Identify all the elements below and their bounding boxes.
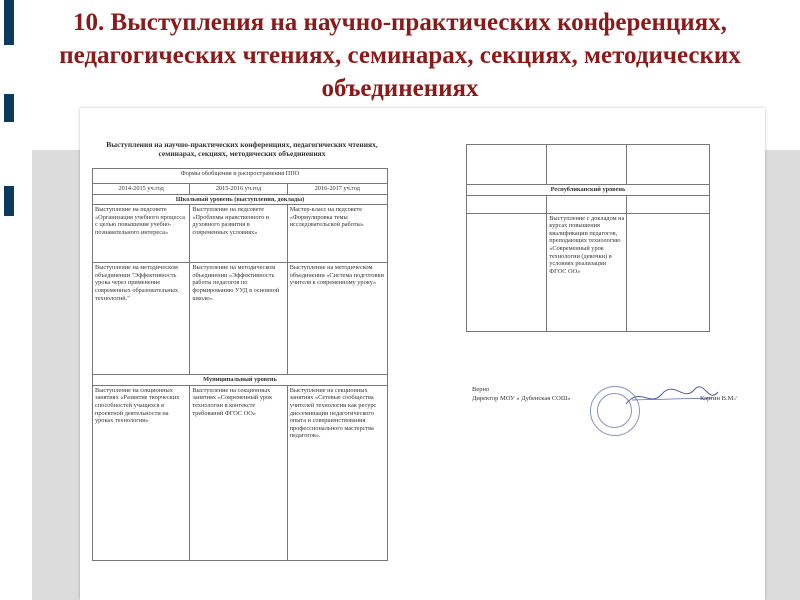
director-label: Директор МОУ « Дубенская СОШ» xyxy=(472,395,571,402)
side-bar xyxy=(4,186,14,216)
signature-block xyxy=(472,378,752,438)
document-heading: Выступления на научно-практических конференциях, педагогических чтениях, семинарах, секциях, методических объединениях xyxy=(106,140,378,158)
side-bar xyxy=(4,94,14,122)
side-bar xyxy=(4,0,14,45)
table-cell: Выступление на методическом объединении "Эффективность урока через применение современных образовательных технологий." xyxy=(93,263,190,375)
table-cell: Выступление на педсовете «Проблемы нравственного и духовного развития в современных условиях» xyxy=(190,205,287,263)
table-row xyxy=(467,145,710,185)
scanned-document xyxy=(80,108,765,600)
verno-label: Верно xyxy=(472,386,490,393)
year-header: 2015-2016 уч.год xyxy=(190,184,287,195)
table-cell xyxy=(467,213,547,331)
table-row xyxy=(93,194,388,205)
table-cell: Мастер-класс на педсовете «Формулировка темы исследовательской работы» xyxy=(287,205,387,263)
side-decoration xyxy=(0,0,16,600)
table-row xyxy=(467,185,710,196)
table-cell xyxy=(627,213,710,331)
table-cell xyxy=(547,145,627,185)
table-cell xyxy=(627,195,710,213)
table-row xyxy=(93,263,388,375)
table-title: Формы обобщения и распространения ППО xyxy=(93,169,388,184)
table-cell xyxy=(627,145,710,185)
table-cell xyxy=(467,195,547,213)
table-cell: Выступление на педсовете «Организация учебного процесса с целью повышения учебно-познавательного интереса» xyxy=(93,205,190,263)
table-row xyxy=(467,195,710,213)
republic-level-header: Республиканский уровень xyxy=(467,185,710,196)
year-header: 2016-2017 уч.год xyxy=(287,184,387,195)
table-cell: Выступление на методическом объединении «Система подготовки учителя к современному уроку» xyxy=(287,263,387,375)
table-row xyxy=(93,169,388,184)
right-table xyxy=(466,144,710,332)
table-cell: Выступление на методическом объединении «Эффективность работы педагогов по формированию УУД в основной школе». xyxy=(190,263,287,375)
table-cell: Выступление с докладом на курсах повышения квалификации педагогов, преподающих технологию «Современный урок технологии (девочки) в условиях реализации ФГОС ОО» xyxy=(547,213,627,331)
table-cell xyxy=(547,195,627,213)
municipal-level-header: Муниципальный уровень xyxy=(93,375,388,386)
table-row xyxy=(93,205,388,263)
table-cell: Выступление на секционных занятиях «Сетевые сообщества учителей технологии как ресурс диссеминации педагогического опыта и совершенствования профессионального мастерства педагогов». xyxy=(287,385,387,560)
table-cell: Выступление на секционных занятиях «Развитие творческих способностей учащихся в проектной деятельности на уроках технологии» xyxy=(93,385,190,560)
table-cell xyxy=(467,145,547,185)
director-name: Каргин В.М./ xyxy=(700,395,737,402)
table-row xyxy=(93,375,388,386)
table-row xyxy=(93,385,388,560)
table-row xyxy=(467,213,710,331)
table-row xyxy=(93,184,388,195)
slide-title: 10. Выступления на научно-практических конференциях, педагогических чтениях, семинарах, секциях, методических объединениях xyxy=(59,9,741,102)
year-header: 2014-2015 уч.год xyxy=(93,184,190,195)
left-table xyxy=(92,168,388,561)
school-level-header: Школьный уровень (выступления, доклады) xyxy=(93,194,388,205)
table-cell: Выступление на секционных занятиях «Современный урок технологии в контексте требований ФГОС ОО» xyxy=(190,385,287,560)
